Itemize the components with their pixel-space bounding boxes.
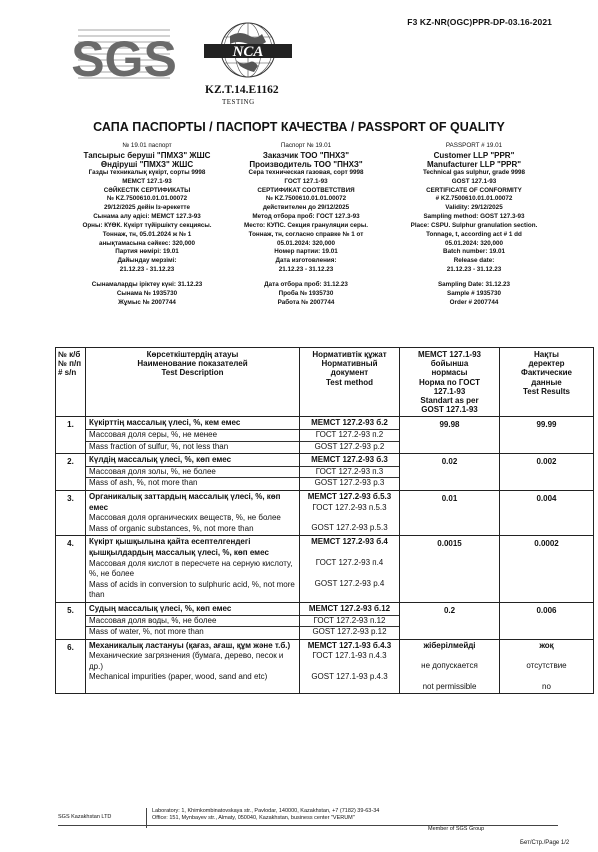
desc-en: Mass of acids in conversion to sulphuric acid, %, not more than — [89, 579, 295, 600]
row-description — [86, 454, 300, 491]
accreditation-code: KZ.T.14.E1162 — [205, 84, 279, 96]
info-column-ru — [226, 142, 386, 308]
info-line: СЕРТИФИКАТ СООТВЕТСТВИЯ — [257, 186, 355, 194]
row-standard: 0.2 — [400, 602, 500, 639]
info-line: Sampling method: GOST 127.3-93 — [423, 213, 525, 221]
accreditation-sub: TESTING — [222, 98, 255, 106]
standard-kz: жіберілмейді — [423, 640, 476, 650]
method-kz: МЕМСТ 127.2-93 б.4 — [311, 537, 388, 547]
desc-kz: Органикалық заттардың массалық үлесі, %, көп емес — [89, 491, 281, 512]
desc-ru: Массовая доля золы, %, не более — [86, 466, 299, 478]
info-line: Сынамаларды іріктеу күні: 31.12.23 — [91, 280, 203, 288]
method-en: GOST 127.2-93 p.5.3 — [311, 523, 388, 533]
info-line: Sample # 1935730 — [447, 289, 501, 297]
desc-ru: Массовая доля воды, %, не более — [86, 615, 299, 627]
row-result: 0.0002 — [500, 536, 594, 603]
footer-company: SGS Kazakhstan LTD — [58, 814, 112, 820]
table-row — [56, 490, 594, 535]
info-line: № KZ.7500610.01.01.00072 — [265, 195, 347, 203]
row-number: 6. — [56, 639, 86, 694]
info-line: CERTIFICATE OF CONFORMITY — [426, 186, 522, 194]
row-result: 0.002 — [500, 454, 594, 491]
info-line: Номер партии: 19.01 — [274, 248, 338, 256]
method-en: GOST 127.2-93 p.4 — [314, 578, 385, 588]
row-standard — [400, 639, 500, 694]
method-ru: ГОСТ 127.1-93 п.4.3 — [312, 651, 387, 661]
method-en: GOST 127.1-93 p.4.3 — [311, 671, 388, 681]
method-en: GOST 127.2-93 p.12 — [300, 626, 399, 638]
info-column-kz — [62, 142, 232, 308]
info-line: Партия нөмірі: 19.01 — [115, 248, 179, 256]
sgs-logo-text: SGS — [71, 31, 177, 87]
info-line: Tonnage, t, according act # 1 dd — [426, 230, 522, 238]
row-result: 0.004 — [500, 490, 594, 535]
info-line: Дайындау мерзімі: — [117, 257, 177, 265]
quality-table — [55, 347, 594, 694]
table-row — [56, 536, 594, 603]
desc-kz: Күкірттің массалық үлесі, %, кем емес — [89, 418, 241, 428]
desc-en: Mass of organic substances, %, not more than — [89, 523, 254, 533]
table-row — [56, 454, 594, 491]
footer-lab-line: Laboratory: 1, Khimkombinatovskaya str., Pavlodar, 140000, Kazakhstan, +7 (7182) 39-63-34 — [152, 808, 380, 814]
row-method — [300, 490, 400, 535]
method-ru: ГОСТ 127.2-93 п.3 — [300, 466, 399, 478]
info-line: Customer LLP "PPR" — [433, 150, 515, 160]
info-line: Сынама алу әдісі: МЕМСТ 127.3-93 — [93, 213, 201, 221]
info-line: # KZ.7500610.01.01.00072 — [435, 195, 513, 203]
document-id: F3 KZ-NR(OGC)PPR-DP-03.16-2021 — [407, 17, 552, 27]
info-line: Сынама № 1935730 — [116, 289, 178, 297]
desc-en: Mechanical impurities (paper, wood, sand and etc) — [89, 672, 268, 682]
method-ru: ГОСТ 127.2-93 п.5.3 — [312, 502, 387, 512]
row-number: 3. — [56, 490, 86, 535]
row-standard: 0.02 — [400, 454, 500, 491]
info-line: 21.12.23 - 31.12.23 — [278, 266, 334, 274]
table-row — [56, 639, 594, 694]
row-standard: 0.01 — [400, 490, 500, 535]
table-row — [56, 417, 594, 454]
info-line: GOST 127.1-93 — [451, 177, 497, 185]
row-description — [86, 639, 300, 694]
info-line: Дата отбора проб: 31.12.23 — [264, 280, 348, 288]
info-line: Place: CSPU. Sulphur granulation section. — [410, 221, 538, 229]
row-number: 2. — [56, 454, 86, 491]
method-ru: ГОСТ 127.2-93 п.12 — [300, 615, 399, 627]
info-line: МЕМСТ 127.1-93 — [122, 177, 172, 185]
row-number: 1. — [56, 417, 86, 454]
method-kz: МЕМСТ 127.2-93 б.2 — [311, 418, 388, 428]
info-line: Заказчик ТОО "ПНХЗ" — [262, 150, 350, 160]
desc-kz: Күлдің массалық үлесі, %, көп емес — [89, 455, 232, 465]
desc-kz: Судың массалық үлесі, %, көп емес — [89, 603, 232, 613]
info-line: Жұмыс № 2007744 — [118, 298, 176, 306]
method-ru: ГОСТ 127.2-93 п.2 — [300, 429, 399, 441]
info-line: Проба № 1935730 — [278, 289, 334, 297]
info-line: Order # 2007744 — [449, 298, 499, 306]
header-cell-num: № к/б № п/п # s/n — [56, 348, 86, 417]
info-line: Место: КУПС. Секция грануляции серы. — [244, 221, 368, 229]
header-cell-standard: МЕМСТ 127.1-93 бойынша нормасы Норма по ГОСТ 127.1-93 Standart as per GOST 127.1-93 — [400, 348, 500, 417]
info-line: 29/12/2025 дейін Із-әрекетте — [103, 204, 190, 212]
row-description — [86, 602, 300, 639]
row-number: 5. — [56, 602, 86, 639]
info-line: Validity: 29/12/2025 — [445, 204, 503, 212]
info-line: Работа № 2007744 — [277, 298, 335, 306]
info-line: Sampling Date: 31.12.23 — [437, 280, 511, 288]
method-kz: МЕМСТ 127.2-93 б.5.3 — [307, 491, 392, 501]
info-line: PASSPORT # 19.01 — [445, 142, 503, 149]
method-ru: ГОСТ 127.2-93 п.4 — [315, 557, 384, 567]
info-line: Газды техникалық күкірт, сорты 9998 — [88, 168, 206, 176]
desc-kz: Күкірт қышқылына қайта есептелгендегі қышқылдардың массалық үлесі, %, көп емес — [89, 537, 269, 557]
desc-ru: Массовая доля серы, %, не менее — [86, 429, 299, 441]
info-line: Метод отбора проб: ГОСТ 127.3-93 — [252, 213, 360, 221]
info-line: анықтамасына сәйкес: 320,000 — [99, 239, 195, 247]
nca-logo-text: NCA — [232, 44, 264, 60]
sgs-logo — [71, 24, 177, 87]
info-line: Сера техническая газовая, сорт 9998 — [248, 168, 364, 176]
desc-en: Mass fraction of sulfur, %, not less than — [86, 441, 299, 453]
desc-en: Mass of water, %, not more than — [86, 626, 299, 638]
info-line: 05.01.2024: 320,000 — [444, 239, 504, 247]
page-number: Бет/Стр./Page 1/2 — [520, 840, 570, 846]
row-method — [300, 417, 400, 454]
row-description — [86, 536, 300, 603]
row-number: 4. — [56, 536, 86, 603]
row-result — [500, 639, 594, 694]
method-en: GOST 127.2-93 p.2 — [300, 441, 399, 453]
table-row — [56, 602, 594, 639]
desc-en: Mass of ash, %, not more than — [86, 477, 299, 489]
result-kz: жоқ — [539, 640, 554, 650]
standard-ru: не допускается — [421, 661, 478, 671]
table-header-row — [56, 348, 594, 417]
info-line: ГОСТ 127.1-93 — [284, 177, 328, 185]
info-line: Өндіруші "ПМХЗ" ЖШС — [100, 159, 194, 169]
info-line: Technical gas sulphur, grade 9998 — [422, 168, 526, 176]
info-line: Производитель ТОО "ПНХЗ" — [249, 159, 363, 169]
header-cell-result: Нақты деректер Фактические данные Test Results — [500, 348, 594, 417]
info-line: 05.01.2024: 320,000 — [276, 239, 336, 247]
info-line: Тоннаж, тн, 05.01.2024 ж № 1 — [102, 230, 192, 238]
info-line: Паспорт № 19.01 — [280, 142, 332, 149]
info-line: 21.12.23 - 31.12.23 — [446, 266, 502, 274]
method-kz: МЕМСТ 127.2-93 б.3 — [311, 455, 388, 465]
row-description — [86, 490, 300, 535]
row-method — [300, 454, 400, 491]
info-line: № KZ.7500610.01.01.00072 — [106, 195, 188, 203]
header-cell-method: Нормативтік құжат Нормативный документ Test method — [300, 348, 400, 417]
row-description — [86, 417, 300, 454]
method-en: GOST 127.2-93 p.3 — [300, 477, 399, 489]
row-method — [300, 536, 400, 603]
page-title: САПА ПАСПОРТЫ / ПАСПОРТ КАЧЕСТВА / PASSPORT OF QUALITY — [93, 120, 505, 134]
info-line: Batch number: 19.01 — [443, 248, 505, 256]
header-cell-description: Көрсеткіштердің атауы Наименование показателей Test Description — [86, 348, 300, 417]
method-kz: МЕМСТ 127.1-93 б.4.3 — [307, 640, 392, 650]
footer-member: Member of SGS Group — [428, 826, 485, 832]
desc-ru: Массовая доля кислот в пересчете на серную кислоту, %, не более — [89, 558, 293, 579]
info-line: Тоннаж, тн, согласно справке № 1 от — [248, 230, 364, 238]
info-line: № 19.01 паспорт — [122, 142, 172, 149]
info-line: Орны: КҮӨК. Күкірт түйіршікту секциясы. — [82, 221, 212, 229]
info-line: 21.12.23 - 31.12.23 — [119, 266, 175, 274]
row-result: 99.99 — [500, 417, 594, 454]
row-method — [300, 602, 400, 639]
method-kz: МЕМСТ 127.2-93 б.12 — [308, 603, 391, 613]
row-standard: 0.0015 — [400, 536, 500, 603]
info-line: Manufacturer LLP "PPR" — [426, 159, 522, 169]
result-en: no — [542, 681, 551, 691]
desc-ru: Массовая доля органических веществ, %, не более — [89, 513, 281, 523]
nca-logo — [200, 20, 296, 84]
standard-en: not permissible — [422, 681, 477, 691]
row-result: 0.006 — [500, 602, 594, 639]
desc-kz: Механикалық ластануы (қағаз, ағаш, құм және т.б.) — [89, 640, 291, 650]
info-line: действителен до 29/12/2025 — [262, 204, 350, 212]
row-method — [300, 639, 400, 694]
footer-address — [152, 808, 379, 822]
info-column-en — [398, 142, 550, 308]
result-ru: отсутствие — [526, 661, 567, 671]
info-line: Release date: — [453, 257, 495, 265]
row-standard: 99.98 — [400, 417, 500, 454]
desc-ru: Механические загрязнения (бумага, дерево, песок и др.) — [89, 651, 284, 671]
info-line: Дата изготовления: — [275, 257, 337, 265]
info-line: СӘЙКЕСТІК СЕРТИФИКАТЫ — [103, 186, 191, 194]
info-line: Тапсырыс беруші "ПМХЗ" ЖШС — [83, 150, 211, 160]
footer-office-line: Office: 151, Mynbayev str., Almaty, 050040, Kazakhstan, business center "VERUM" — [152, 815, 355, 821]
